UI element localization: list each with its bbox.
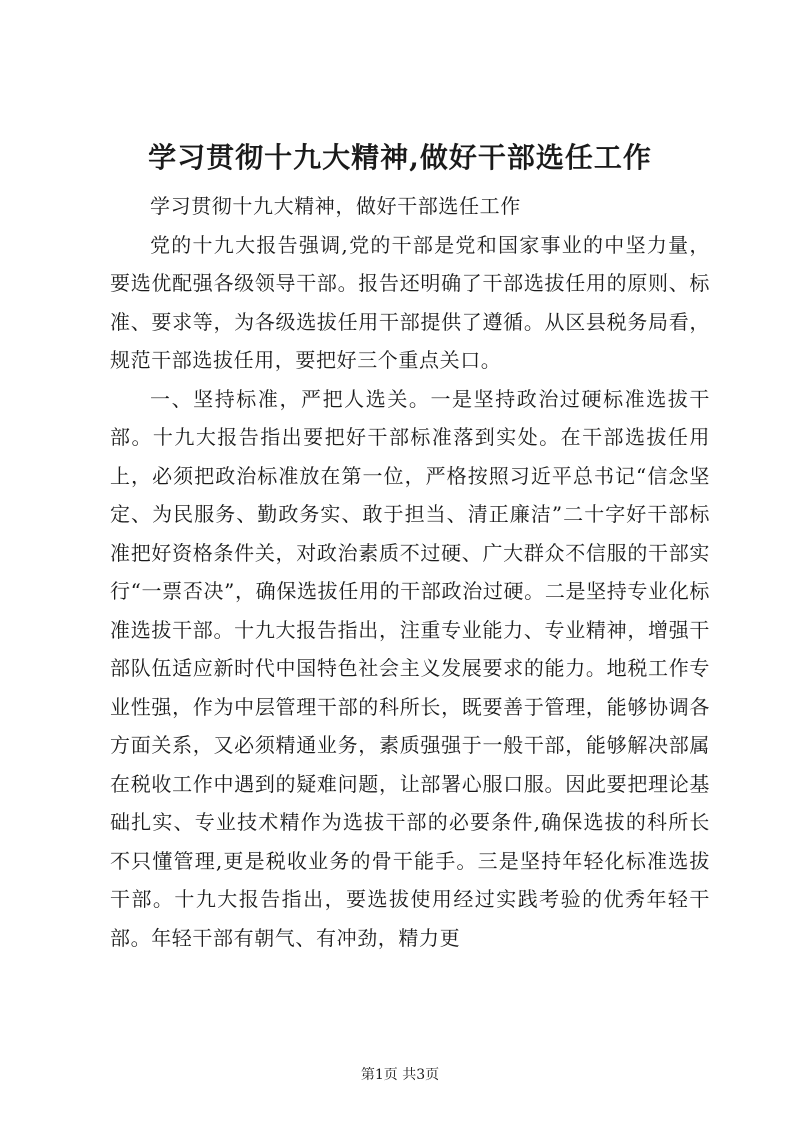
document-body xyxy=(110,187,710,957)
document-title: 学习贯彻十九大精神,做好干部选任工作 xyxy=(148,141,652,174)
subtitle-paragraph: 学习贯彻十九大精神，做好干部选任工作 xyxy=(150,194,521,218)
section-one-paragraph: 一、坚持标准，严把人选关。一是坚持政治过硬标准选拔干部。十九大报告指出要把好干部标准落到实处。在干部选拔任用上，必须把政治标准放在第一位，严格按照习近平总书记“信念坚定、为民服务、勤政务实、敢于担当、清正廉洁”二十字好干部标准把好资格条件关，对政治素质不过硬、广大群众不信服的干部实行“一票否决”，确保选拔任用的干部政治过硬。二是坚持专业化标准选拔干部。十九大报告指出，注重专业能力、专业精神，增强干部队伍适应新时代中国特色社会主义发展要求的能力。地税工作专业性强，作为中层管理干部的科所长，既要善于管理，能够协调各方面关系，又必须精通业务，素质强强于一般干部，能够解决部属在税收工作中遇到的疑难问题，让部署心服口服。因此要把理论基础扎实、专业技术精作为选拔干部的必要条件,确保选拔的科所长不只懂管理,更是税收业务的骨干能手。三是坚持年轻化标准选拔干部。十九大报告指出，要选拔使用经过实践考验的优秀年轻干部。年轻干部有朝气、有冲劲，精力更 xyxy=(110,386,710,950)
intro-paragraph: 党的十九大报告强调,党的干部是党和国家事业的中坚力量，要选优配强各级领导干部。报告还明确了干部选拔任用的原则、标准、要求等，为各级选拔任用干部提供了遵循。从区县税务局看，规范干部选拔任用，要把好三个重点关口。 xyxy=(110,232,710,372)
page-number-footer: 第1页 共3页 xyxy=(360,1067,440,1083)
